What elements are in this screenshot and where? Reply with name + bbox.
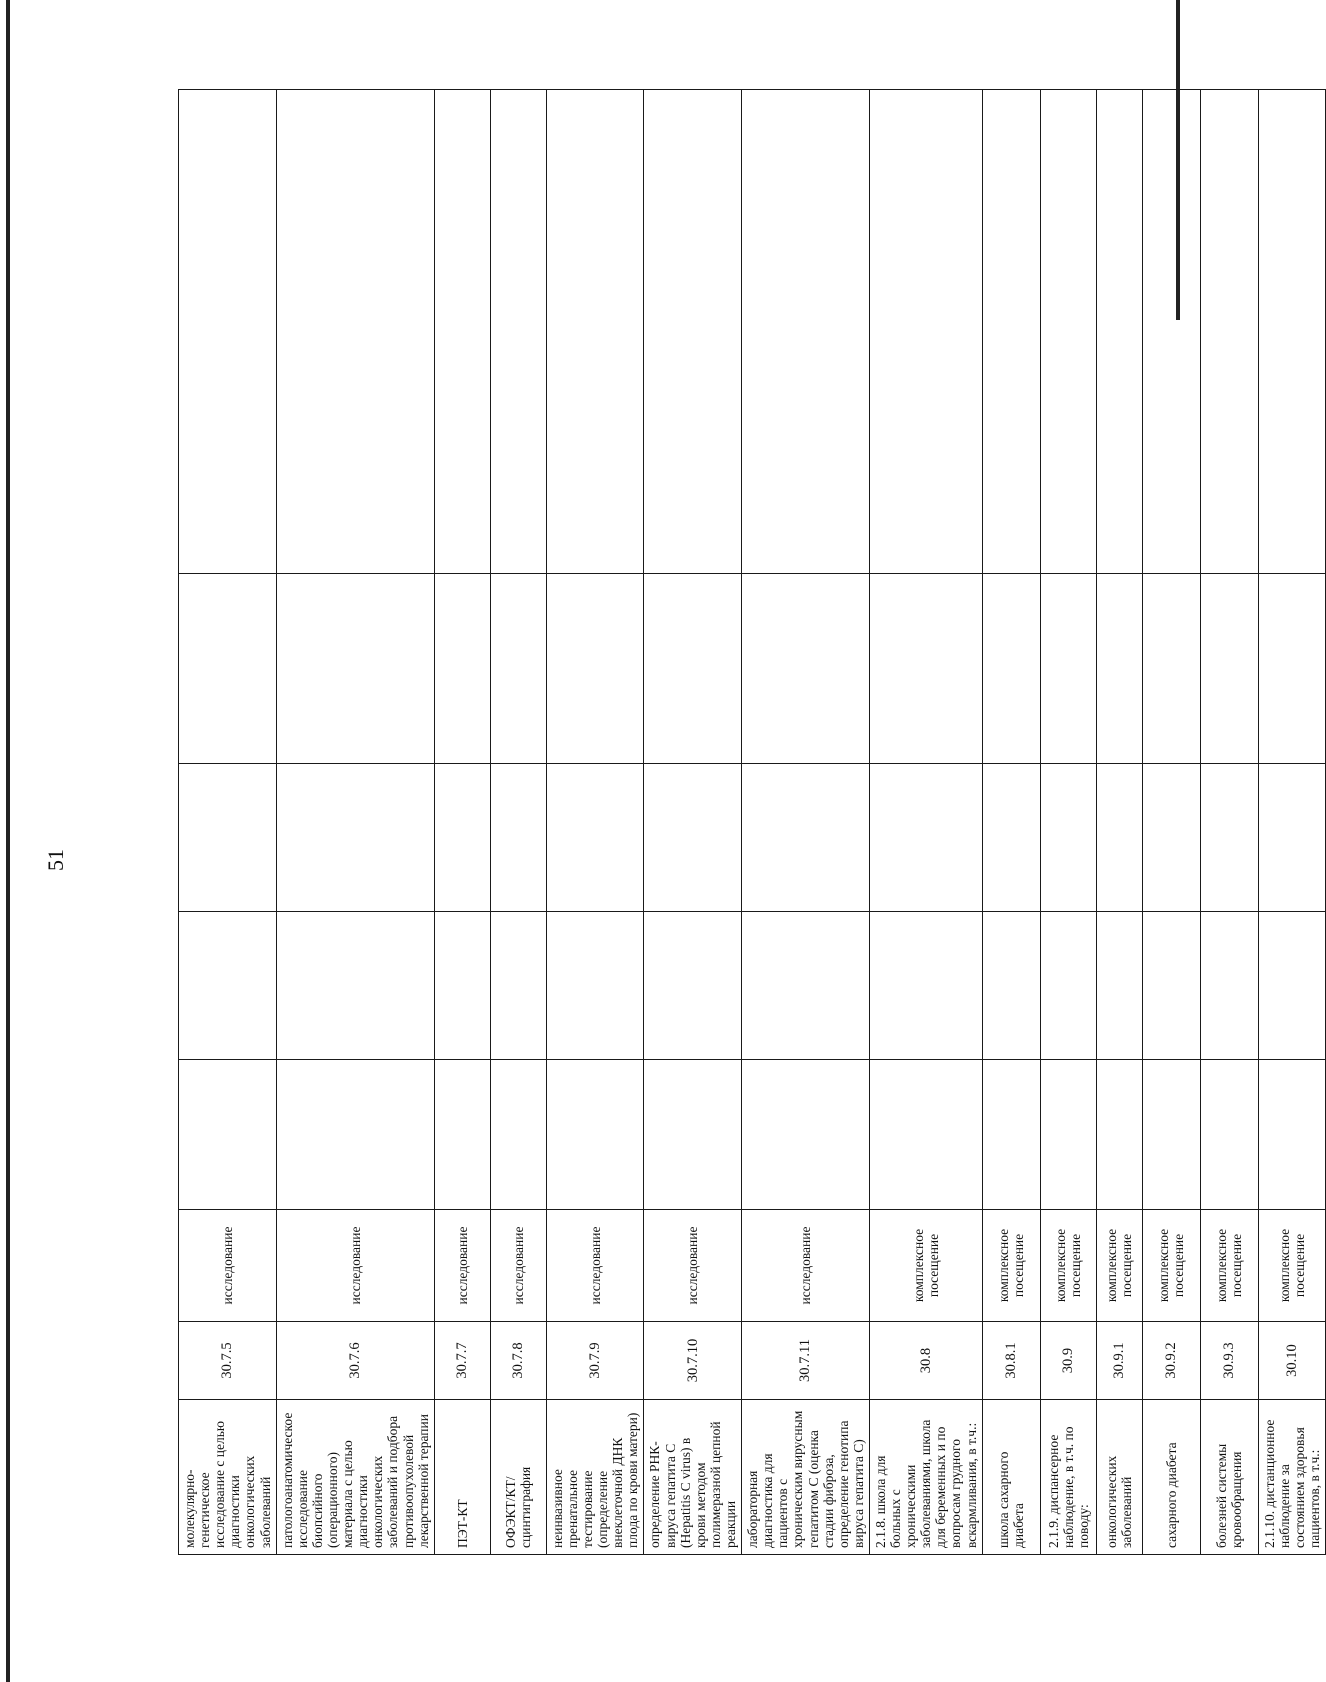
empty-cell	[276, 764, 434, 912]
empty-cell	[276, 90, 434, 574]
row-unit-cell: исследование	[742, 1210, 870, 1322]
empty-cell	[1258, 912, 1325, 1060]
row-code-cell: 30.7.11	[742, 1322, 870, 1400]
empty-cell	[742, 764, 870, 912]
page-number: 51	[43, 849, 68, 871]
row-unit-cell: исследование	[276, 1210, 434, 1322]
empty-cell	[1040, 90, 1096, 574]
empty-cell	[1096, 764, 1142, 912]
empty-cell	[742, 1060, 870, 1210]
empty-cell	[644, 764, 742, 912]
row-name-cell: ОФЭКТ/КТ/сцинтиграфия	[490, 1400, 546, 1555]
row-unit-cell: комплексное посещение	[1258, 1210, 1325, 1322]
empty-cell	[1142, 1060, 1200, 1210]
empty-cell	[644, 1060, 742, 1210]
row-unit-cell: комплексное посещение	[1096, 1210, 1142, 1322]
table-row	[1200, 90, 1258, 1555]
table-row	[179, 90, 277, 1555]
table-row	[546, 90, 644, 1555]
empty-cell	[982, 912, 1040, 1060]
empty-cell	[434, 912, 490, 1060]
table-row	[1258, 90, 1325, 1555]
empty-cell	[179, 764, 277, 912]
empty-cell	[1040, 1060, 1096, 1210]
empty-cell	[434, 574, 490, 764]
empty-cell	[1200, 574, 1258, 764]
empty-cell	[434, 764, 490, 912]
empty-cell	[1258, 764, 1325, 912]
empty-cell	[1258, 574, 1325, 764]
table-row	[982, 90, 1040, 1555]
empty-cell	[982, 90, 1040, 574]
row-unit-cell: исследование	[644, 1210, 742, 1322]
row-code-cell: 30.8.1	[982, 1322, 1040, 1400]
empty-cell	[546, 912, 644, 1060]
services-table	[178, 90, 1323, 1555]
empty-cell	[982, 574, 1040, 764]
empty-cell	[869, 574, 982, 764]
scan-edge-left	[6, 0, 10, 1682]
empty-cell	[276, 574, 434, 764]
empty-cell	[1040, 764, 1096, 912]
table-row	[490, 90, 546, 1555]
empty-cell	[1200, 90, 1258, 574]
empty-cell	[869, 764, 982, 912]
empty-cell	[1096, 912, 1142, 1060]
empty-cell	[434, 90, 490, 574]
row-name-cell: 2.1.10. дистанционное наблюдение за состоянием здоровья пациентов, в т.ч.:	[1258, 1400, 1325, 1555]
empty-cell	[1096, 90, 1142, 574]
table-body	[179, 90, 1326, 1555]
table-row	[742, 90, 870, 1555]
row-name-cell: сахарного диабета	[1142, 1400, 1200, 1555]
empty-cell	[546, 764, 644, 912]
row-code-cell: 30.9.3	[1200, 1322, 1258, 1400]
row-code-cell: 30.7.7	[434, 1322, 490, 1400]
empty-cell	[1096, 1060, 1142, 1210]
empty-cell	[644, 912, 742, 1060]
table-row	[644, 90, 742, 1555]
table-row	[434, 90, 490, 1555]
empty-cell	[1096, 574, 1142, 764]
row-name-cell: ПЭТ-КТ	[434, 1400, 490, 1555]
empty-cell	[434, 1060, 490, 1210]
row-code-cell: 30.7.6	[276, 1322, 434, 1400]
row-name-cell: 2.1.9. диспансерное наблюдение, в т.ч. по поводу:	[1040, 1400, 1096, 1555]
row-name-cell: болезней системы кровообращения	[1200, 1400, 1258, 1555]
row-code-cell: 30.9.2	[1142, 1322, 1200, 1400]
row-code-cell: 30.7.10	[644, 1322, 742, 1400]
empty-cell	[490, 1060, 546, 1210]
empty-cell	[1142, 574, 1200, 764]
table-row	[869, 90, 982, 1555]
empty-cell	[1142, 90, 1200, 574]
row-unit-cell: исследование	[546, 1210, 644, 1322]
row-code-cell: 30.7.5	[179, 1322, 277, 1400]
empty-cell	[869, 912, 982, 1060]
empty-cell	[982, 1060, 1040, 1210]
empty-cell	[1200, 764, 1258, 912]
row-unit-cell: исследование	[434, 1210, 490, 1322]
empty-cell	[179, 574, 277, 764]
empty-cell	[1142, 912, 1200, 1060]
empty-cell	[179, 90, 277, 574]
row-unit-cell: комплексное посещение	[1040, 1210, 1096, 1322]
row-code-cell: 30.8	[869, 1322, 982, 1400]
table-row	[1096, 90, 1142, 1555]
row-code-cell: 30.7.8	[490, 1322, 546, 1400]
empty-cell	[1200, 912, 1258, 1060]
row-code-cell: 30.10	[1258, 1322, 1325, 1400]
empty-cell	[490, 574, 546, 764]
empty-cell	[982, 764, 1040, 912]
row-name-cell: 2.1.8. школа для больных с хроническими заболеваниями, школа для беременных и по вопросам грудного вскармливания, в т.ч.:	[869, 1400, 982, 1555]
empty-cell	[179, 1060, 277, 1210]
row-name-cell: неинвазивное пренатальное тестирование (определение внеклеточной ДНК плода по крови матери)	[546, 1400, 644, 1555]
row-name-cell: школа сахарного диабета	[982, 1400, 1040, 1555]
empty-cell	[644, 574, 742, 764]
empty-cell	[742, 912, 870, 1060]
table-row	[276, 90, 434, 1555]
empty-cell	[546, 1060, 644, 1210]
row-unit-cell: комплексное посещение	[982, 1210, 1040, 1322]
empty-cell	[1040, 912, 1096, 1060]
row-unit-cell: исследование	[490, 1210, 546, 1322]
row-name-cell: лабораторная диагностика для пациентов с хроническим вирусным гепатитом С (оценка стадии фиброза, определение генотипа вируса гепатита С)	[742, 1400, 870, 1555]
empty-cell	[644, 90, 742, 574]
row-unit-cell: комплексное посещение	[869, 1210, 982, 1322]
row-name-cell: определение РНК-вируса гепатита С (Hepatitis C virus) в крови методом полимеразной цепной реакции	[644, 1400, 742, 1555]
row-code-cell: 30.7.9	[546, 1322, 644, 1400]
empty-cell	[490, 912, 546, 1060]
table-row	[1040, 90, 1096, 1555]
row-unit-cell: исследование	[179, 1210, 277, 1322]
row-name-cell: онкологических заболеваний	[1096, 1400, 1142, 1555]
empty-cell	[1258, 1060, 1325, 1210]
empty-cell	[490, 90, 546, 574]
empty-cell	[546, 90, 644, 574]
empty-cell	[179, 912, 277, 1060]
empty-cell	[742, 90, 870, 574]
empty-cell	[869, 90, 982, 574]
empty-cell	[1142, 764, 1200, 912]
empty-cell	[1040, 574, 1096, 764]
row-name-cell: патологоанатомическое исследование биопсийного (операционного) материала с целью диагностики онкологических заболеваний и подбора противоопухолевой лекарственной терапии	[276, 1400, 434, 1555]
empty-cell	[1200, 1060, 1258, 1210]
empty-cell	[742, 574, 870, 764]
empty-cell	[490, 764, 546, 912]
empty-cell	[1258, 90, 1325, 574]
row-code-cell: 30.9.1	[1096, 1322, 1142, 1400]
empty-cell	[869, 1060, 982, 1210]
empty-cell	[276, 912, 434, 1060]
empty-cell	[546, 574, 644, 764]
row-unit-cell: комплексное посещение	[1142, 1210, 1200, 1322]
row-unit-cell: комплексное посещение	[1200, 1210, 1258, 1322]
row-name-cell: молекулярно-генетическое исследование с целью диагностики онкологических заболеваний	[179, 1400, 277, 1555]
row-code-cell: 30.9	[1040, 1322, 1096, 1400]
empty-cell	[276, 1060, 434, 1210]
table-row	[1142, 90, 1200, 1555]
